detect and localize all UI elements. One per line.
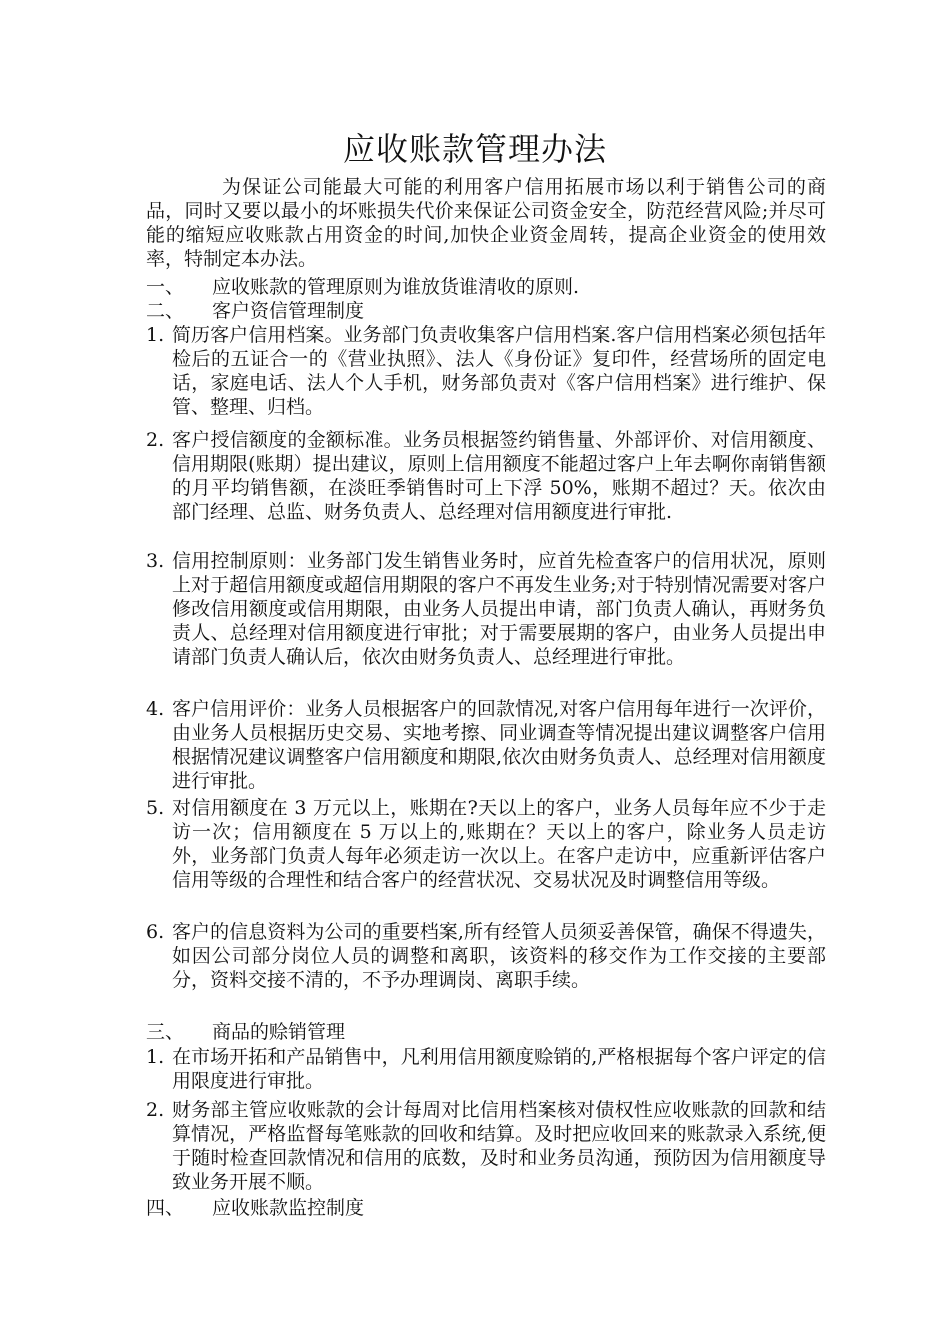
list-item-credit-3 [146, 549, 826, 669]
item-number: 2. [146, 1099, 165, 1121]
section-number: 二、 [146, 300, 185, 322]
list-item-credit-4 [146, 697, 826, 793]
item-text: 信用控制原则：业务部门发生销售业务时，应首先检查客户的信用状况，原则上对于超信用额度或超信用期限的客户不再发生业务;对于特别情况需要对客户修改信用额度或信用期限，由业务人员提出申请，部门负责人确认，再财务负责人、总经理对信用额度进行审批；对于需要展期的客户，由业务人员提出申请部门负责人确认后，依次由财务负责人、总经理进行审批。 [172, 550, 826, 668]
item-text: 财务部主管应收账款的会计每周对比信用档案核对债权性应收账款的回款和结算情况，严格监督每笔账款的回收和结算。及时把应收回来的账款录入系统,便于随时检查回款情况和信用的底数，及时和业务员沟通，预防因为信用额度导致业务开展不顺。 [172, 1099, 826, 1193]
section-text: 应收账款监控制度 [212, 1197, 365, 1219]
section-text: 客户资信管理制度 [212, 300, 365, 322]
item-number: 3. [146, 550, 165, 572]
item-number: 4. [146, 698, 165, 720]
list-item-credit-5 [146, 796, 826, 892]
item-text: 客户的信息资料为公司的重要档案,所有经管人员须妥善保管，确保不得遗失，如因公司部分岗位人员的调整和离职，该资料的移交作为工作交接的主要部分，资料交接不清的，不予办理调岗、离职手续。 [172, 921, 826, 991]
list-item-credit-1 [146, 323, 826, 419]
item-number: 6. [146, 921, 165, 943]
list-item-sales-1 [146, 1045, 826, 1093]
item-text: 客户信用评价：业务人员根据客户的回款情况,对客户信用每年进行一次评价，由业务人员根据历史交易、实地考擦、同业调查等情况提出建议调整客户信用根据情况建议调整客户信用额度和期限,依次由财务负责人、总经理对信用额度进行审批。 [172, 698, 826, 792]
section-heading-1 [146, 275, 826, 299]
item-text: 简历客户信用档案。业务部门负责收集客户信用档案.客户信用档案必须包括年检后的五证合一的《营业执照》、法人《身份证》复印件，经营场所的固定电话，家庭电话、法人个人手机，财务部负责对《客户信用档案》进行维护、保管、整理、归档。 [172, 324, 826, 418]
section-heading-2 [146, 299, 826, 323]
item-number: 5. [146, 797, 165, 819]
intro-paragraph: 为保证公司能最大可能的利用客户信用拓展市场以利于销售公司的商品，同时又要以最小的坏账损失代价来保证公司资金安全，防范经营风险;并尽可能的缩短应收账款占用资金的时间,加快企业资金周转，提高企业资金的使用效率，特制定本办法。 [146, 176, 826, 270]
item-text: 对信用额度在 3 万元以上，账期在?天以上的客户，业务人员每年应不少于走访一次；信用额度在 5 万以上的,账期在？天以上的客户，除业务人员走访外，业务部门负责人每年必须走访一次以上。在客户走访中，应重新评估客户信用等级的合理性和结合客户的经营状况、交易状况及时调整信用等级。 [172, 797, 826, 891]
section-heading-4 [146, 1196, 826, 1220]
list-item-credit-2 [146, 428, 826, 524]
list-item-sales-2 [146, 1098, 826, 1194]
section-text: 商品的赊销管理 [212, 1021, 346, 1043]
item-number: 2. [146, 429, 165, 451]
item-text: 客户授信额度的金额标准。业务员根据签约销售量、外部评价、对信用额度、信用期限(账期）提出建议，原则上信用额度不能超过客户上年去啊你南销售额的月平均销售额，在淡旺季销售时可上下浮 50%，账期不超过？天。依次由部门经理、总监、财务负责人、总经理对信用额度进行审批. [172, 429, 826, 523]
item-number: 1. [146, 1046, 165, 1068]
item-text: 在市场开拓和产品销售中，凡利用信用额度赊销的,严格根据每个客户评定的信用限度进行审批。 [172, 1046, 826, 1092]
document-title: 应收账款管理办法 [342, 130, 607, 168]
item-number: 1. [146, 324, 165, 346]
section-number: 一、 [146, 276, 185, 298]
section-heading-3 [146, 1020, 826, 1044]
section-number: 三、 [146, 1021, 185, 1043]
section-number: 四、 [146, 1197, 185, 1219]
section-text: 应收账款的管理原则为谁放货谁清收的原则. [212, 276, 580, 298]
list-item-credit-6 [146, 920, 826, 992]
